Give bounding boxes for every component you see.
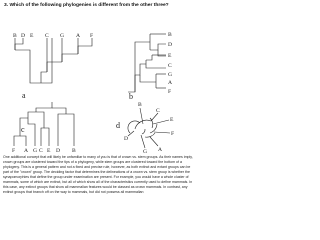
panel-label-b: b bbox=[129, 92, 133, 101]
phylogeny-c-tip: A bbox=[24, 148, 29, 154]
phylogeny-c-tip: B bbox=[72, 148, 76, 154]
panel-label-a: a bbox=[22, 91, 26, 100]
phylogeny-a-tip: E bbox=[30, 33, 34, 39]
phylogeny-a-tip: D bbox=[21, 33, 26, 39]
phylogeny-d-tip: D bbox=[124, 136, 129, 142]
phylogeny-d-tip: F bbox=[171, 131, 175, 137]
phylogeny-b bbox=[128, 34, 166, 92]
phylogeny-c-tip: D bbox=[56, 148, 61, 154]
panel-label-d: d bbox=[116, 121, 120, 130]
body-paragraph: One additional concept that will likely be unfamiliar to many of you is that of crown vs. stem groups. As their names imply, crown groups are clustered toward the tips of a phylogeny, while stem groups are clustered toward the bottom of a phylogeny. This is a general pattern and not a fixed and precise rule, however, as both extinct and extant groups can be part of the "crown" group. The deciding factor that determines the delineations of a crown vs. stem group is whether the synapomorphies that define the group under examination are present. For example, you would have a whole cluster of mammals, some of which are extinct, but all of which show all of the characteristics currently used to define mammals. In this case, any extinct groups that show all mammalian features would be classed as crown mammals. In contrast, any extinct groups that branch off on the way to mammals, but did not possess all mammalian bbox=[3, 155, 193, 195]
phylogeny-b-tip: F bbox=[168, 89, 172, 95]
phylogeny-d-tip: C bbox=[156, 108, 160, 114]
phylogeny-d-tip: E bbox=[170, 117, 174, 123]
phylogeny-d bbox=[128, 108, 170, 148]
phylogeny-c-tips bbox=[12, 148, 76, 154]
phylogeny-a-tip: F bbox=[90, 33, 94, 39]
phylogeny-a-tip: A bbox=[76, 33, 81, 39]
question-heading: 3. Which of the following phylogenies is different from the other three? bbox=[4, 3, 169, 8]
phylogeny-d-tip: G bbox=[143, 149, 148, 155]
phylogeny-a bbox=[15, 38, 92, 83]
phylogeny-d-tip: A bbox=[158, 147, 163, 153]
phylogeny-c-tip: F bbox=[12, 148, 16, 154]
phylogeny-b-tip: E bbox=[168, 53, 172, 59]
phylogeny-b-tip: G bbox=[168, 72, 173, 78]
phylogeny-a-tip: C bbox=[45, 33, 49, 39]
phylogeny-d-tip: B bbox=[138, 102, 142, 108]
phylogeny-b-tip: A bbox=[168, 80, 173, 86]
phylogeny-d-tips bbox=[124, 102, 174, 155]
phylogeny-a-tip: G bbox=[60, 33, 65, 39]
phylogeny-b-tip: D bbox=[168, 42, 173, 48]
phylogeny-b-tips bbox=[168, 32, 172, 95]
phylogeny-a-tip: B bbox=[13, 33, 17, 39]
phylogeny-c bbox=[14, 102, 74, 146]
phylogeny-c-tip: E bbox=[47, 148, 51, 154]
phylogeny-b-tip: C bbox=[168, 63, 172, 69]
phylogeny-b-tip: B bbox=[168, 32, 172, 38]
phylogeny-a-tips bbox=[13, 33, 93, 39]
panel-label-c: c bbox=[21, 125, 25, 134]
phylogeny-c-tip: G bbox=[33, 148, 38, 154]
phylogeny-c-tip: C bbox=[39, 148, 43, 154]
